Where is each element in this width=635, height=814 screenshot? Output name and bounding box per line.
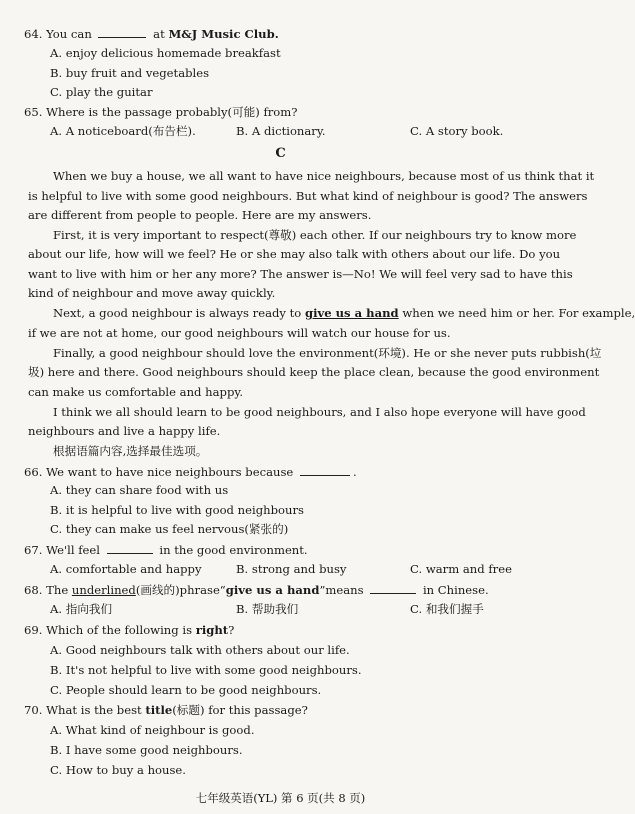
question-70: 70. What is the best title(标题) for this passage? [24, 703, 308, 717]
option-68-a: A. 指向我们 [50, 602, 113, 616]
option-69-a: A. Good neighbours talk with others about our life. [50, 643, 350, 657]
option-65-c: C. A story book. [410, 124, 504, 138]
option-68-c: C. 和我们握手 [410, 602, 484, 616]
option-66-c: C. they can make us feel nervous(紧张的) [50, 522, 289, 536]
answer-blank [98, 26, 146, 38]
option-64-c: C. play the guitar [50, 85, 153, 99]
passage-line: about our life, how will we feel? He or she may also talk with others about our life. Do you [28, 247, 561, 261]
passage-line: When we buy a house, we all want to have nice neighbours, because most of us think that it [53, 169, 595, 183]
question-66: 66. We want to have nice neighbours because . [24, 465, 357, 479]
option-70-b: B. I have some good neighbours. [50, 743, 243, 757]
underlined-phrase: give us a hand [304, 306, 399, 320]
passage-line: First, it is very important to respect(尊敬) each other. If our neighbours try to know more [53, 228, 577, 242]
question-65: 65. Where is the passage probably(可能) from? [24, 105, 298, 119]
option-67-c: C. warm and free [410, 562, 512, 576]
passage-line: 圾) here and there. Good neighbours should keep the place clean, because the good environment [28, 365, 600, 379]
option-66-a: A. they can share food with us [50, 483, 229, 497]
option-68-b: B. 帮助我们 [236, 602, 299, 616]
option-70-a: A. What kind of neighbour is good. [50, 723, 255, 737]
passage-line: kind of neighbour and move away quickly. [28, 286, 276, 300]
question-69: 69. Which of the following is right? [24, 623, 235, 637]
passage-line: Finally, a good neighbour should love the environment(环境). He or she never puts rubbish(垃 [53, 346, 602, 360]
page-footer: 七年级英语(YL) 第 6 页(共 8 页) [195, 791, 366, 805]
option-69-c: C. People should learn to be good neighbours. [50, 683, 322, 697]
passage-line: are different from people to people. Here are my answers. [28, 208, 372, 222]
question-64: 64. You can at M&J Music Club. [24, 27, 279, 41]
instruction: 根据语篇内容,选择最佳选项。 [53, 444, 208, 458]
passage-line: I think we all should learn to be good neighbours, and I also hope everyone will have good [53, 405, 586, 419]
passage-line: neighbours and live a happy life. [28, 424, 221, 438]
answer-blank [300, 464, 350, 476]
option-66-b: B. it is helpful to live with good neighbours [50, 503, 304, 517]
option-64-a: A. enjoy delicious homemade breakfast [50, 46, 281, 60]
option-67-b: B. strong and busy [236, 562, 347, 576]
option-69-b: B. It's not helpful to live with some good neighbours. [50, 663, 362, 677]
passage-line: Next, a good neighbour is always ready to give us a hand when we need him or her. For example, [53, 306, 635, 320]
passage-line: is helpful to live with some good neighbours. But what kind of neighbour is good? The answers [28, 189, 588, 203]
question-67: 67. We'll feel in the good environment. [24, 543, 308, 557]
option-64-b: B. buy fruit and vegetables [50, 66, 210, 80]
passage-line: want to live with him or her any more? The answer is—No! We will feel very sad to have this [28, 267, 573, 281]
question-68: 68. The underlined(画线的)phrase“give us a hand”means in Chinese. [24, 583, 489, 597]
answer-blank [107, 542, 153, 554]
answer-blank [370, 582, 416, 594]
option-65-a: A. A noticeboard(布告栏). [50, 124, 196, 138]
passage-line: if we are not at home, our good neighbours will watch our house for us. [28, 326, 451, 340]
section-title: C [275, 146, 286, 161]
option-67-a: A. comfortable and happy [50, 562, 202, 576]
option-65-b: B. A dictionary. [236, 124, 326, 138]
option-70-c: C. How to buy a house. [50, 763, 186, 777]
passage-line: can make us comfortable and happy. [28, 385, 244, 399]
